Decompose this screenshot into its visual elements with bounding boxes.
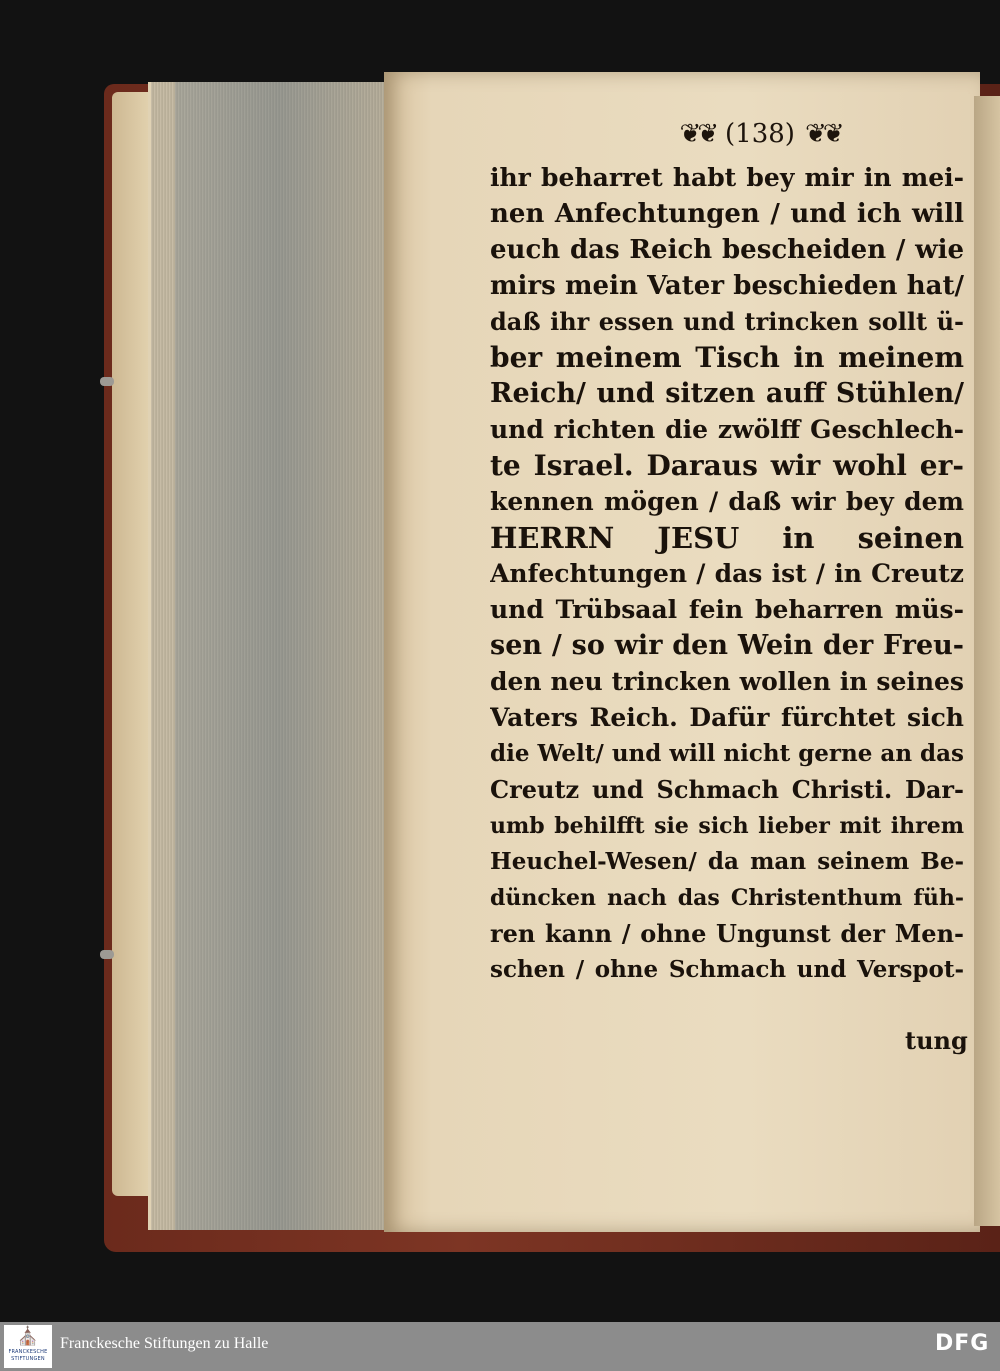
text-line: HERRN JESU in seinen: [490, 521, 964, 555]
text-line: Creutz und Schmach Christi. Dar-: [490, 775, 964, 804]
text-line: mirs mein Vater beschieden hat/: [490, 271, 964, 301]
text-line: Anfechtungen / das ist / in Creutz: [490, 559, 964, 588]
text-line: sen / so wir den Wein der Freu-: [490, 630, 964, 661]
facing-page-edge: [974, 96, 1000, 1226]
text-line: daß ihr essen und trincken sollt ü-: [490, 307, 964, 336]
text-line: ber meinem Tisch in meinem: [490, 341, 964, 374]
text-line: umb behilfft sie sich lieber mit ihrem: [490, 813, 964, 839]
text-line: ren kann / ohne Ungunst der Men-: [490, 919, 964, 948]
building-icon: ⛪: [16, 1326, 40, 1347]
ornament-right-icon: ❦❦: [804, 119, 841, 149]
text-line: den neu trincken wollen in seines: [490, 667, 964, 696]
page-edge-shade: [175, 82, 385, 1230]
text-line: düncken nach das Christenthum füh-: [490, 885, 964, 911]
text-line: und richten die zwölff Geschlech-: [490, 415, 964, 444]
text-line: Heuchel-Wesen/ da man seinem Be-: [490, 848, 964, 875]
dfg-logo[interactable]: DFG: [935, 1331, 990, 1356]
cover-board: [112, 92, 152, 1196]
page-header: [600, 112, 920, 156]
page-number: (138): [725, 119, 795, 149]
text-line: ihr beharret habt bey mir in mei-: [490, 163, 964, 192]
text-line: euch das Reich bescheiden / wie: [490, 235, 964, 265]
text-line: te Israel. Daraus wir wohl er-: [490, 449, 964, 482]
clasp-pin-upper: [100, 377, 114, 386]
logo-caption: FRANCKESCHE STIFTUNGEN: [8, 1349, 48, 1362]
institution-logo[interactable]: [4, 1325, 52, 1368]
catchword: tung: [905, 1026, 968, 1055]
text-line: schen / ohne Schmach und Verspot-: [490, 956, 964, 983]
text-line: kennen mögen / daß wir bey dem: [490, 487, 964, 516]
ornament-left-icon: ❦❦: [679, 119, 716, 149]
text-line: Vaters Reich. Dafür fürchtet sich: [490, 703, 964, 732]
text-line: die Welt/ und will nicht gerne an das: [490, 740, 964, 767]
clasp-pin-lower: [100, 950, 114, 959]
text-line: nen Anfechtungen / und ich will: [490, 199, 964, 229]
institution-name: Franckesche Stiftungen zu Halle: [60, 1335, 269, 1352]
text-line: und Trübsaal fein beharren müs-: [490, 595, 964, 624]
page-body-text: [490, 160, 964, 988]
text-line: Reich/ und sitzen auff Stühlen/: [490, 378, 964, 409]
